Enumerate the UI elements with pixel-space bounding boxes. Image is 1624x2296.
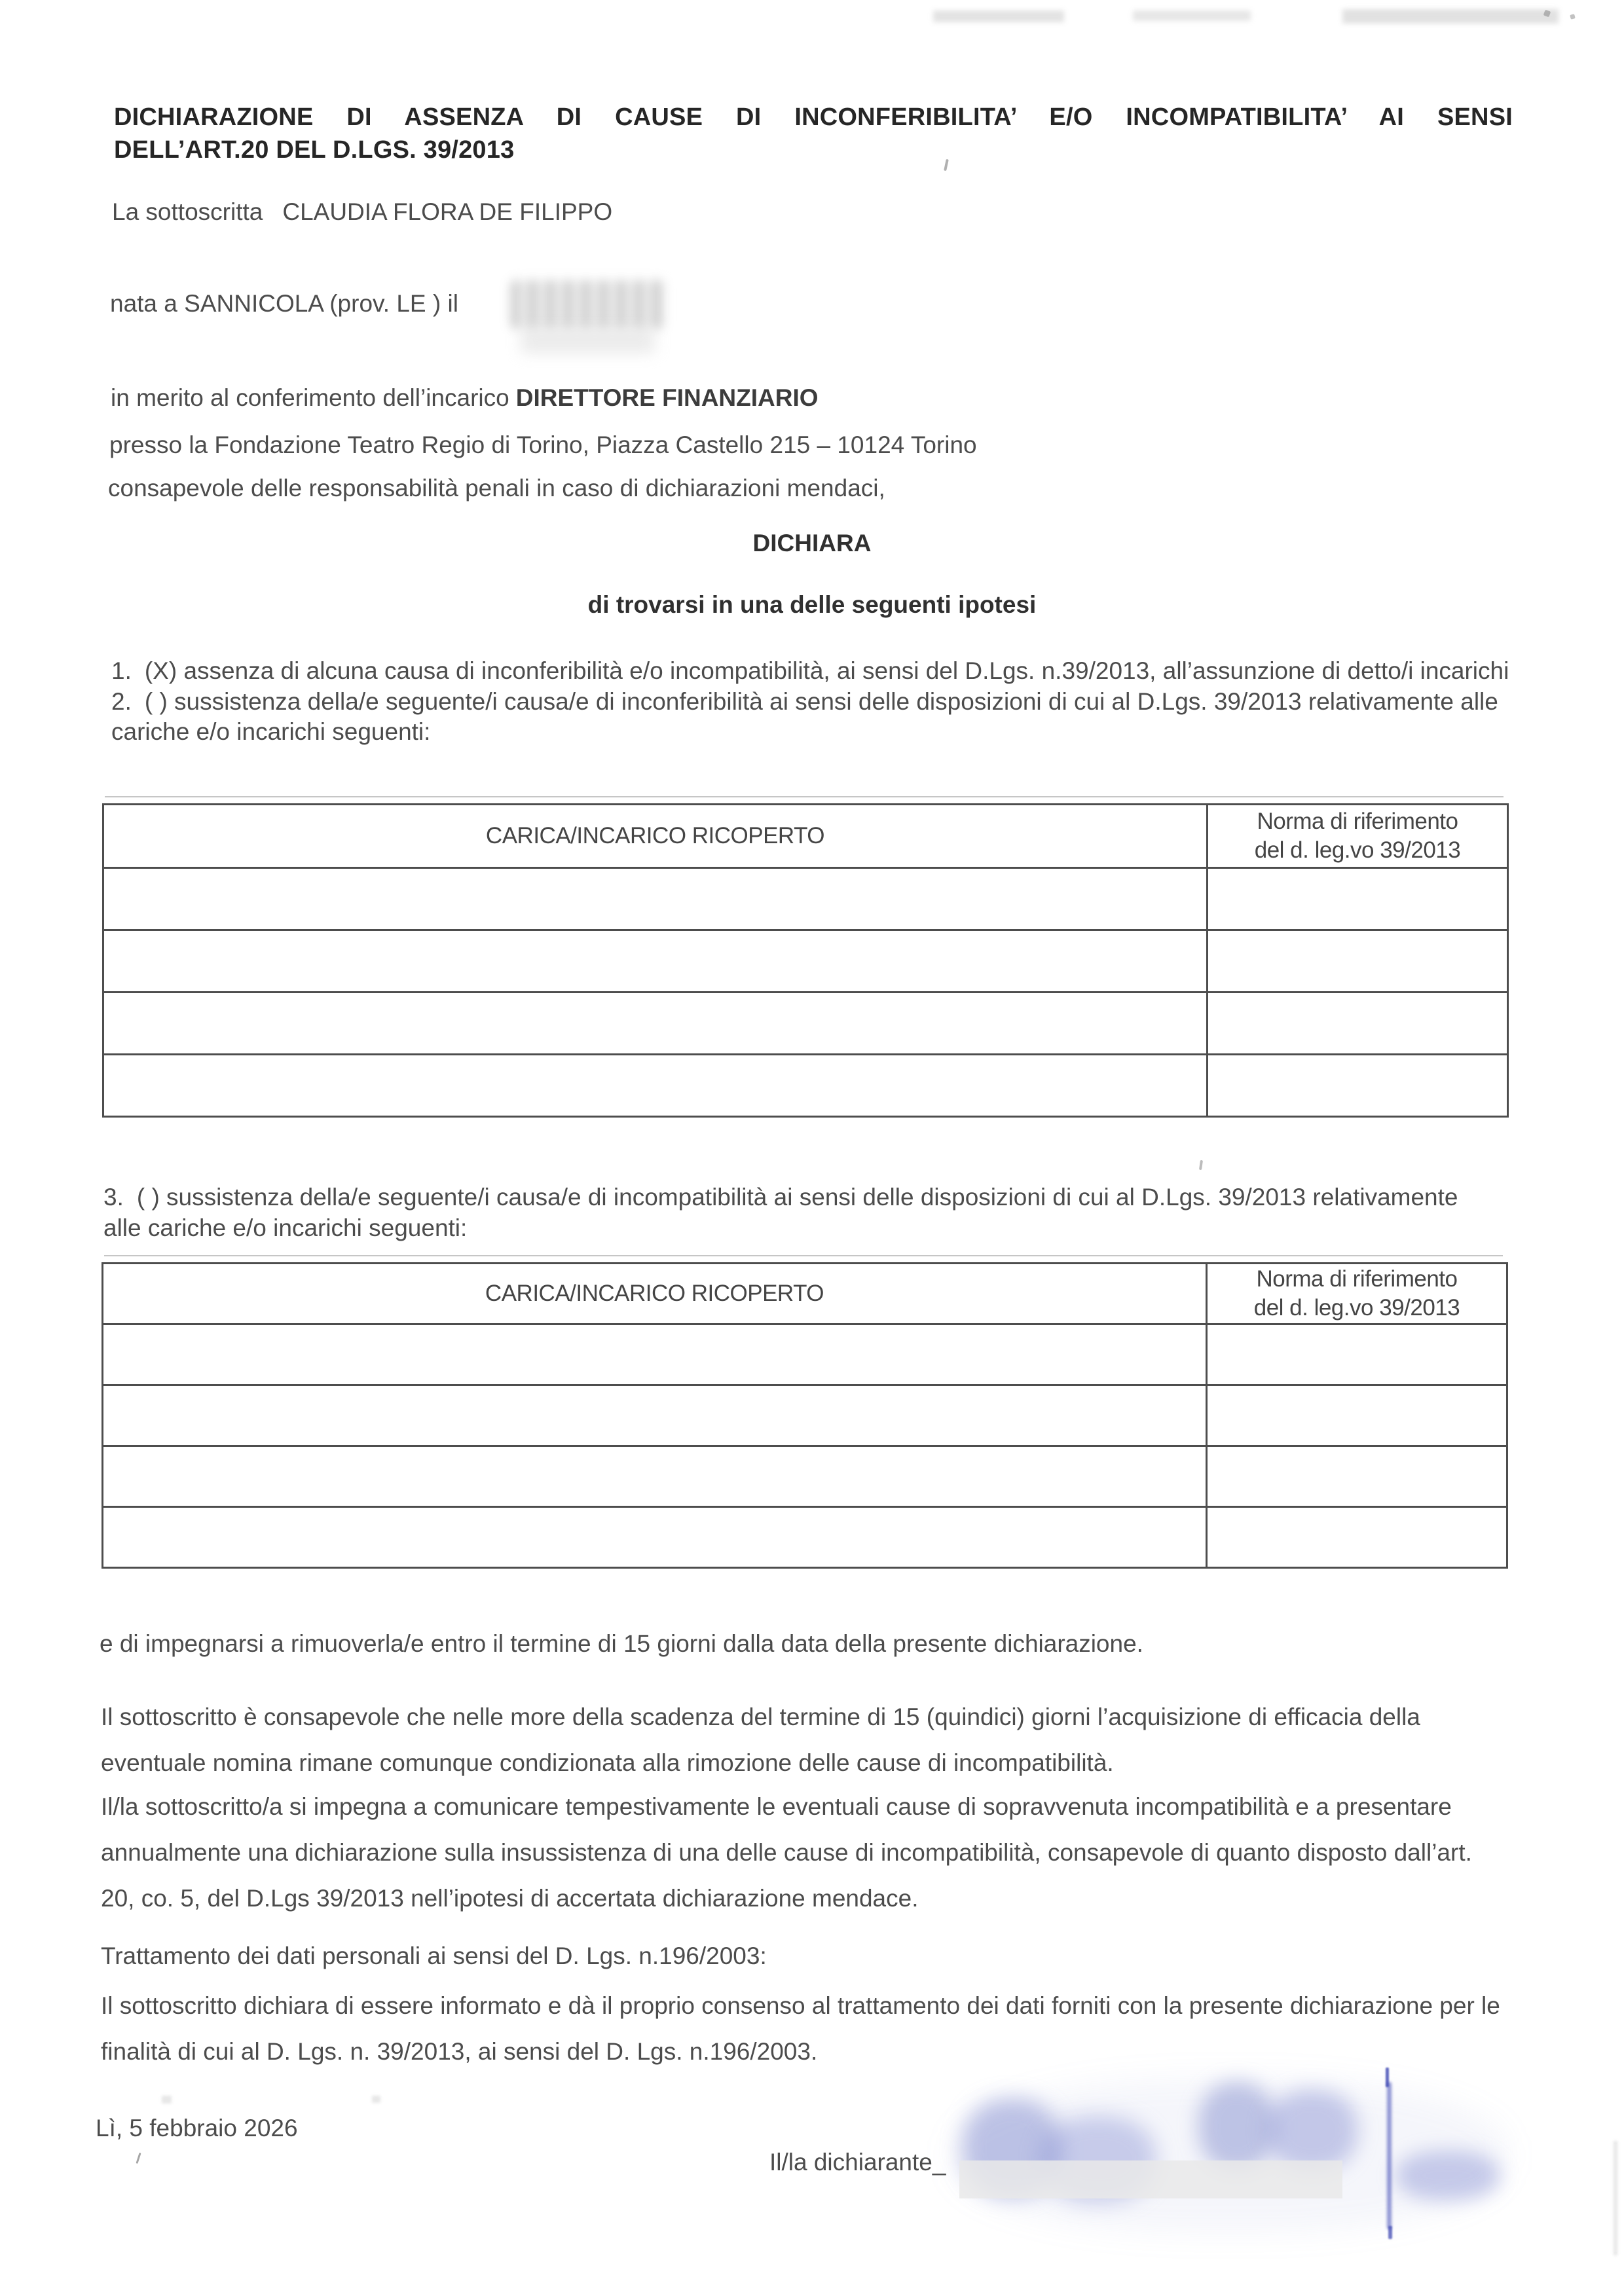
inconferibilita-table [102, 803, 1509, 1118]
table-row [103, 1055, 1508, 1117]
incompatibilita-table-wrap [101, 1262, 1508, 1569]
norma-header-line-2: del d. leg.vo 39/2013 [1253, 1295, 1460, 1321]
table-header-norma [1206, 1264, 1507, 1324]
institution-line: presso la Fondazione Teatro Regio di Torino, Piazza Castello 215 – 10124 Torino [109, 431, 977, 458]
assignment-line [111, 382, 819, 414]
table-cell-carica [103, 1055, 1208, 1117]
table-header-norma [1207, 805, 1507, 868]
item-text: (X) assenza di alcuna causa di inconferibilità e/o incompatibilità, ai sensi del D.Lgs. n.39/2013, all’assunzione di detto/i incarichi [144, 657, 1509, 684]
scan-speck [1199, 1160, 1203, 1170]
table-header-row [103, 805, 1508, 868]
document-title [114, 101, 1513, 166]
signature-pen-stroke-tip [1386, 2068, 1389, 2087]
hypotheses-heading: di trovarsi in una delle seguenti ipotesi [587, 591, 1037, 618]
table-row [103, 1446, 1507, 1507]
table-row [103, 993, 1508, 1055]
paragraph-acquisizione: Il sottoscritto è consapevole che nelle more della scadenza del termine di 15 (quindici) giorni l’acquisizione di efficacia della eventuale nomina rimane comunque condizionata alla rimozione delle cause di incompatibilità. [101, 1704, 1420, 1776]
table-cell-norma [1207, 1055, 1507, 1117]
redacted-birth-date-tail [521, 326, 655, 354]
item-text: ( ) sussistenza della/e seguente/i causa/e di inconferibilità ai sensi delle disposizioni di cui al D.Lgs. 39/2013 relativamente alle cariche e/o incarichi seguenti: [111, 687, 1498, 745]
signature-redaction-band [959, 2160, 1342, 2198]
assignment-role: DIRETTORE FINANZIARIO [515, 384, 819, 411]
declares-heading: DICHIARA [752, 530, 872, 556]
scan-speck [136, 2153, 141, 2164]
table-header-carica: CARICA/INCARICO RICOPERTO [103, 805, 1208, 868]
table-cell-norma [1206, 1507, 1507, 1568]
scan-speck [162, 2096, 172, 2104]
signature-pen-stroke-tail [1388, 2226, 1392, 2239]
table-row [103, 1324, 1507, 1385]
redacted-birth-date [511, 280, 665, 329]
item-number: 2. [111, 687, 132, 715]
date-line: Lì, 5 febbraio 2026 [96, 2115, 298, 2141]
item-text: ( ) sussistenza della/e seguente/i causa/e di incompatibilità ai sensi delle disposizioni di cui al D.Lgs. 39/2013 relativamente alle cariche e/o incarichi seguenti: [103, 1184, 1458, 1241]
birth-line [110, 288, 458, 319]
norma-header-line-1: Norma di riferimento [1257, 809, 1458, 834]
table-row [103, 1507, 1507, 1568]
table-cell-carica [103, 1385, 1207, 1446]
hypothesis-item-3 [103, 1182, 1502, 1243]
signature-label: Il/la dichiarante_ [769, 2149, 946, 2176]
signature-blot [1198, 2082, 1276, 2170]
hypothesis-item-1 [111, 656, 1510, 687]
table-cell-carica [103, 1507, 1207, 1568]
paragraph-consenso: Il sottoscritto dichiara di essere informato e dà il proprio consenso al trattamento dei dati forniti con la presente dichiarazione per le finalità di cui al D. Lgs. n. 39/2013, ai sensi del D. Lgs. n.196/2003. [101, 1992, 1500, 2065]
table-header-row [103, 1264, 1507, 1324]
subscriber-label: La sottoscritta [112, 198, 263, 225]
signature-blot [1396, 2151, 1500, 2200]
item-number: 3. [103, 1184, 124, 1211]
birth-prefix: nata a SANNICOLA (prov. LE ) il [110, 290, 458, 317]
table-cell-carica [103, 1446, 1207, 1507]
signature-pen-stroke [1387, 2082, 1392, 2229]
hypothesis-item-2 [111, 687, 1510, 748]
hypotheses-list-continued [103, 1182, 1502, 1243]
paragraph-impegno: Il/la sottoscritto/a si impegna a comunicare tempestivamente le eventuali cause di sopravvenuta incompatibilità e a presentare annualmente una dichiarazione sulla insussistenza di una delle cause di incompatibilità, consapevole di quanto disposto dall’art. 20, co. 5, del D.Lgs 39/2013 nell’ipotesi di accertata dichiarazione mendace. [101, 1793, 1472, 1912]
scan-speck [372, 2096, 380, 2103]
table-cell-carica [103, 868, 1208, 930]
hypotheses-list [111, 656, 1510, 748]
scan-speck [1570, 14, 1576, 20]
subscriber-line [112, 196, 612, 228]
inconferibilita-table-wrap [102, 803, 1509, 1118]
assignment-prefix: in merito al conferimento dell’incarico [111, 384, 509, 411]
table-row [103, 868, 1508, 930]
title-line-1: DICHIARAZIONE DI ASSENZA DI CAUSE DI INCONFERIBILITA’ E/O INCOMPATIBILITA’ AI SENSI [114, 103, 1513, 131]
table-cell-carica [103, 993, 1208, 1055]
signature-blur [943, 2062, 1519, 2252]
commitment-line: e di impegnarsi a rimuoverla/e entro il termine di 15 giorni dalla data della presente dichiarazione. [100, 1630, 1143, 1657]
scan-smudge [933, 10, 1064, 22]
norma-header-line-2: del d. leg.vo 39/2013 [1254, 837, 1461, 863]
signature-blot [1267, 2090, 1357, 2171]
item-number: 1. [111, 657, 132, 684]
title-line-2: DELL’ART.20 DEL D.LGS. 39/2013 [114, 136, 515, 164]
table-cell-norma [1206, 1446, 1507, 1507]
table-header-carica: CARICA/INCARICO RICOPERTO [103, 1264, 1207, 1324]
table-cell-norma [1206, 1385, 1507, 1446]
paragraph-trattamento-dati: Trattamento dei dati personali ai sensi del D. Lgs. n.196/2003: [101, 1942, 767, 1969]
table-cell-carica [103, 1324, 1207, 1385]
responsibility-line: consapevole delle responsabilità penali in caso di dichiarazioni mendaci, [108, 475, 885, 501]
table-row [103, 1385, 1507, 1446]
table-cell-norma [1207, 993, 1507, 1055]
table-row [103, 930, 1508, 993]
table-cell-carica [103, 930, 1208, 993]
norma-header-line-1: Norma di riferimento [1256, 1266, 1458, 1292]
scan-smudge [1342, 9, 1559, 24]
table-cell-norma [1207, 868, 1507, 930]
subscriber-name: CLAUDIA FLORA DE FILIPPO [282, 198, 613, 225]
scan-edge-artifact [1614, 2141, 1617, 2255]
table-cell-norma [1207, 930, 1507, 993]
table-cell-norma [1206, 1324, 1507, 1385]
scan-smudge [1133, 10, 1251, 21]
incompatibilita-table [101, 1262, 1508, 1569]
